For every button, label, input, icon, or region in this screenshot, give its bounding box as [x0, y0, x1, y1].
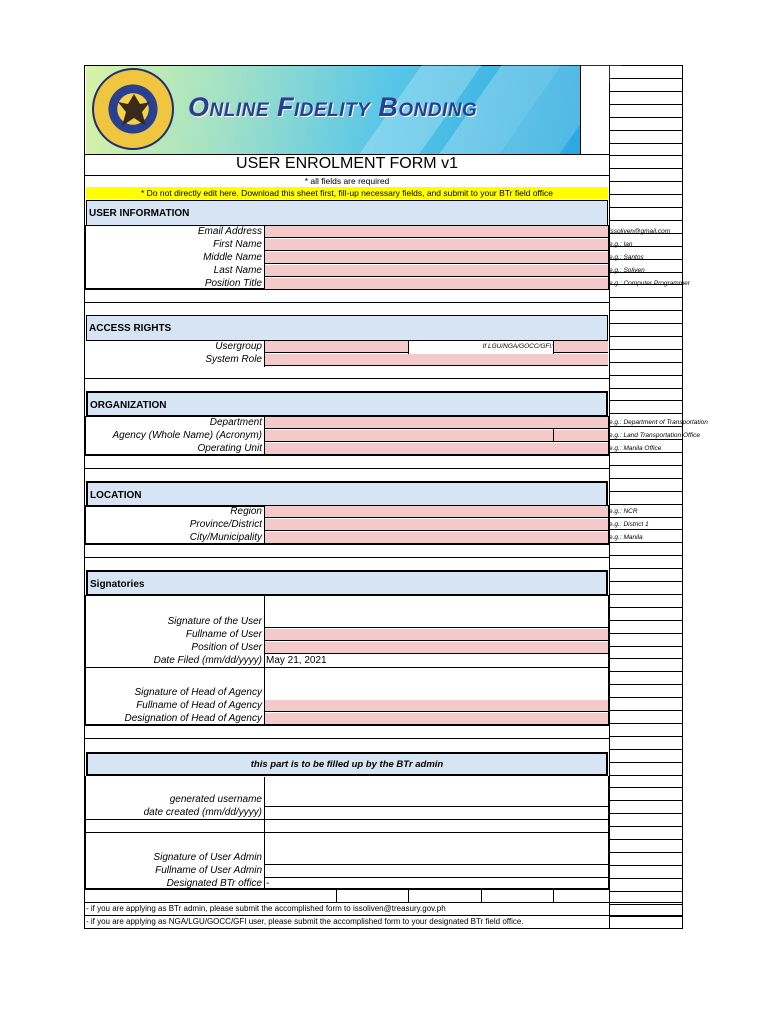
section-access-rights: ACCESS RIGHTS	[86, 315, 608, 341]
grid-line	[481, 890, 482, 902]
grid-line	[86, 667, 608, 668]
position-user-field[interactable]	[265, 642, 608, 654]
input-field[interactable]	[265, 506, 608, 518]
required-note: * all fields are required	[304, 176, 390, 186]
grid-line	[609, 594, 683, 595]
grid-line	[609, 555, 683, 556]
grid-line	[336, 890, 337, 902]
grid-line	[609, 491, 683, 492]
grid-line	[609, 323, 683, 324]
designated-office-label: Designated BTr office	[166, 878, 262, 889]
instruction-banner: * Do not directly edit here. Download this sheet first, fill-up necessary fields, and submit to your BTr field office	[86, 187, 608, 199]
grid-line	[609, 143, 683, 144]
grid-line	[609, 684, 683, 685]
grid-line	[553, 890, 554, 902]
grid-line	[264, 416, 265, 455]
grid-line	[609, 749, 683, 750]
grid-line	[609, 413, 683, 414]
example-hint: e.g.: NCR	[609, 508, 638, 515]
grid-line	[609, 91, 683, 92]
grid-line	[265, 864, 608, 865]
section-organization: ORGANIZATION	[86, 391, 608, 417]
footer-note-admin: - if you are applying as BTr admin, please submit the accomplished form to issoliven@treasury.gov.ph	[86, 904, 446, 913]
grid-line	[609, 168, 683, 169]
grid-line	[408, 340, 409, 354]
grid-line	[609, 697, 683, 698]
grid-line	[609, 607, 683, 608]
grid-line	[609, 723, 683, 724]
field-label: Province/District	[189, 519, 262, 530]
grid-line	[86, 832, 608, 833]
grid-line	[609, 117, 683, 118]
example-hint: e.g.: Santos	[609, 254, 644, 261]
grid-line	[553, 340, 554, 354]
grid-line	[609, 710, 683, 711]
grid-line	[609, 181, 683, 182]
grid-line	[609, 916, 683, 917]
signature-admin-label: Signature of User Admin	[153, 852, 262, 863]
field-label: First Name	[213, 239, 262, 250]
example-hint: e.g.: Land Transportation Office	[609, 432, 700, 439]
input-field[interactable]	[265, 519, 608, 531]
fullname-admin-label: Fullname of User Admin	[155, 865, 262, 876]
grid-line	[609, 865, 683, 866]
usergroup-field[interactable]	[265, 341, 408, 353]
grid-line	[86, 819, 608, 820]
example-hint: e.g.: Ian	[609, 241, 633, 248]
example-hint: e.g.: Computer Programmer	[609, 280, 690, 287]
grid-line	[609, 207, 683, 208]
grid-line	[609, 891, 683, 892]
grid-line	[84, 468, 610, 469]
example-hint: e.g.: District 1	[609, 521, 649, 528]
grid-line	[609, 310, 683, 311]
grid-line	[609, 375, 683, 376]
signature-head-label: Signature of Head of Agency	[134, 687, 262, 698]
section-signatories: Signatories	[86, 570, 608, 596]
grid-line	[84, 557, 610, 558]
section-location: LOCATION	[86, 481, 608, 507]
grid-line	[84, 302, 610, 303]
example-hint: e.g.: Soliven	[609, 267, 645, 274]
field-label: Email Address	[197, 226, 262, 237]
grid-line	[609, 762, 683, 763]
fullname-user-label: Fullname of User	[185, 629, 262, 640]
grid-line	[84, 378, 610, 379]
grid-line	[609, 504, 683, 505]
section-admin: this part is to be filled up by the BTr admin	[86, 752, 608, 776]
if-lgu-label: If LGU/NGA/GOCC/GFI:	[482, 343, 553, 350]
grid-line	[609, 878, 683, 879]
usergroup-label: Usergroup	[215, 341, 262, 352]
grid-line	[609, 800, 683, 801]
field-label: Position Title	[204, 278, 262, 289]
example-hint: issoliven@gmail.com	[609, 228, 671, 235]
grid-line	[609, 787, 683, 788]
field-label: Department	[209, 417, 262, 428]
input-field[interactable]	[265, 226, 608, 238]
footer-note-user: - if you are applying as NGA/LGU/GOCC/GFI user, please submit the accomplished form to your designated BTr field office.	[86, 917, 524, 926]
grid-line	[609, 826, 683, 827]
input-field[interactable]	[265, 252, 608, 264]
grid-line	[609, 465, 683, 466]
grid-line	[609, 736, 683, 737]
grid-line	[609, 775, 683, 776]
designated-office-value[interactable]: -	[266, 878, 270, 889]
field-label: Last Name	[213, 265, 262, 276]
field-label: Region	[230, 506, 262, 517]
grid-line	[264, 505, 265, 544]
grid-line	[553, 429, 554, 442]
grid-line	[609, 362, 683, 363]
grid-line	[408, 890, 409, 902]
grid-line	[609, 568, 683, 569]
grid-line	[609, 155, 683, 156]
system-role-field[interactable]	[265, 354, 608, 366]
grid-line	[609, 388, 683, 389]
signature-user-field[interactable]	[265, 596, 608, 628]
grid-line	[609, 349, 683, 350]
generated-username-label: generated username	[169, 794, 262, 805]
grid-line	[609, 220, 683, 221]
grid-line	[84, 738, 610, 739]
bureau-seal-logo	[92, 68, 174, 150]
system-role-label: System Role	[205, 354, 262, 365]
grid-line	[609, 400, 683, 401]
form-title: USER ENROLMENT FORM v1	[236, 155, 458, 172]
grid-line	[609, 646, 683, 647]
grid-line	[609, 478, 683, 479]
field-label: Operating Unit	[197, 443, 262, 454]
grid-line	[609, 78, 683, 79]
grid-line	[609, 581, 683, 582]
date-filed-value[interactable]: May 21, 2021	[266, 655, 327, 666]
grid-line	[609, 813, 683, 814]
grid-line	[609, 620, 683, 621]
designation-head-field[interactable]	[265, 713, 608, 725]
designation-head-label: Designation of Head of Agency	[124, 713, 262, 724]
grid-line	[265, 806, 608, 807]
example-hint: e.g.: Manila	[609, 534, 643, 541]
fullname-user-field[interactable]	[265, 629, 608, 641]
input-field[interactable]	[265, 239, 608, 251]
grid-line	[609, 839, 683, 840]
date-created-label: date created (mm/dd/yyyy)	[143, 807, 262, 818]
grid-line	[609, 633, 683, 634]
grid-line	[264, 777, 265, 889]
input-field[interactable]	[265, 265, 608, 277]
grid-line	[580, 65, 581, 155]
grid-line	[609, 852, 683, 853]
grid-line	[264, 340, 265, 367]
grid-line	[264, 225, 265, 290]
input-field[interactable]	[265, 443, 608, 455]
eagle-icon	[116, 90, 152, 130]
example-hint: e.g.: Department of Transportation	[609, 419, 708, 426]
grid-line	[609, 194, 683, 195]
fullname-head-field[interactable]	[265, 700, 608, 712]
field-label: Middle Name	[203, 252, 262, 263]
input-field[interactable]	[265, 532, 608, 544]
lgu-type-field[interactable]	[554, 341, 608, 353]
grid-line	[609, 104, 683, 105]
grid-line	[265, 877, 608, 878]
example-hint: e.g.: Manila Office	[609, 445, 662, 452]
grid-line	[609, 671, 683, 672]
grid-line	[609, 130, 683, 131]
position-user-label: Position of User	[191, 642, 262, 653]
field-label: City/Municipality	[189, 532, 262, 543]
grid-line	[609, 658, 683, 659]
field-label: Agency (Whole Name) (Acronym)	[112, 430, 262, 441]
fullname-head-label: Fullname of Head of Agency	[136, 700, 262, 711]
grid-line	[609, 904, 683, 905]
date-filed-label: Date Filed (mm/dd/yyyy)	[153, 655, 262, 666]
banner-title: Online Fidelity Bonding	[188, 92, 478, 122]
input-field[interactable]	[265, 278, 608, 290]
input-field[interactable]	[265, 430, 608, 442]
grid-line	[609, 297, 683, 298]
input-field[interactable]	[265, 417, 608, 429]
signature-user-label: Signature of the User	[167, 616, 262, 627]
grid-line	[609, 336, 683, 337]
section-user-information: USER INFORMATION	[86, 200, 608, 226]
